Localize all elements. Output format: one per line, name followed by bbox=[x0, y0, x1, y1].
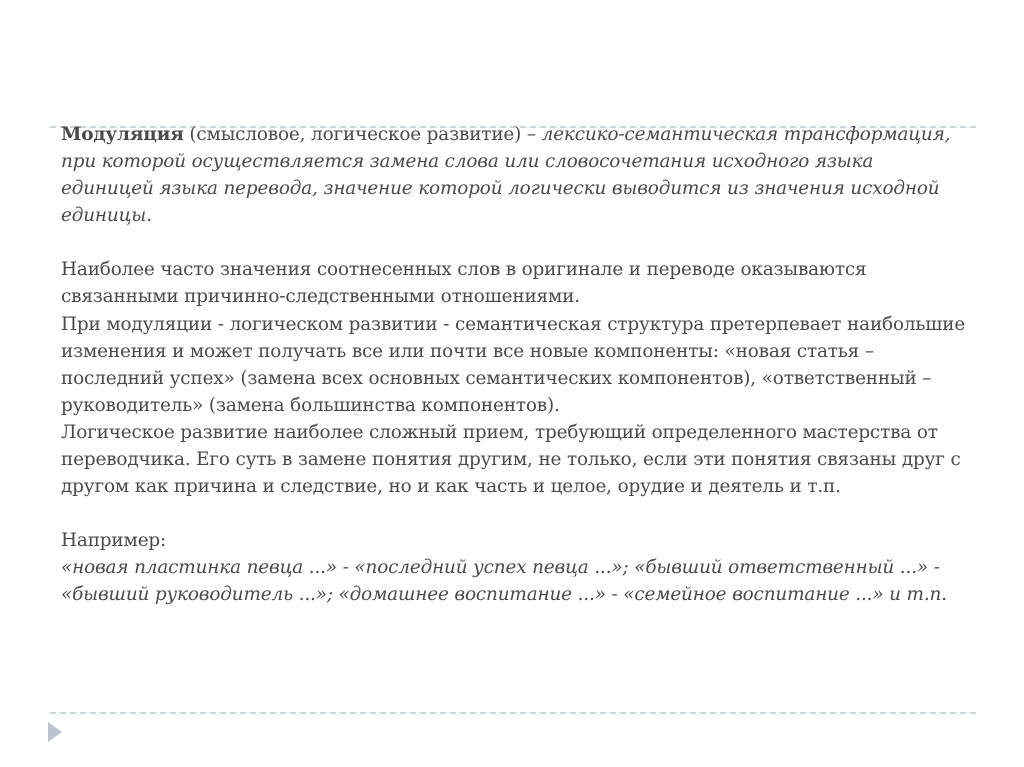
bottom-dashed-divider bbox=[50, 712, 976, 714]
triangle-arrow-icon bbox=[48, 722, 62, 742]
term-definition: лексико-семантическая трансформация, при которой осуществляется замена слова или словосочетания исходного языка единицей языка перевода, значение которой логически выводится из значения исходной единицы bbox=[61, 124, 951, 227]
definition-end: . bbox=[146, 205, 152, 227]
term-heading: Модуляция bbox=[61, 124, 184, 145]
examples-text: «новая пластинка певца ...» - «последний успех певца ...»; «бывший ответственный ...» - «бывший руководитель ...»; «домашнее воспитание ...» - «семейное воспитание ...» и т.п. bbox=[61, 557, 947, 606]
slide-text-body bbox=[61, 121, 971, 609]
examples-label: Например: bbox=[61, 530, 167, 552]
paragraph-causal: Наиболее часто значения соотнесенных слов в оригинале и переводе оказываются связанными причинно-следственными отношениями. bbox=[61, 259, 867, 308]
paragraph-logical-development: Логическое развитие наиболее сложный прием, требующий определенного мастерства от переводчика. Его суть в замене понятия другим, не только, если эти понятия связаны друг с другом как причина и следствие, но и как часть и целое, орудие и деятель и т.п. bbox=[61, 421, 961, 498]
paragraph-gap bbox=[61, 500, 971, 527]
paragraph-gap bbox=[61, 229, 971, 256]
definition-paragraph bbox=[61, 121, 971, 229]
paragraph-structure: При модуляции - логическом развитии - семантическая структура претерпевает наибольшие изменения и может получать все или почти все новые компоненты: «новая статья – последний успех» (замена всех основных семантических компонентов), «ответственный – руководитель» (замена большинства компонентов). bbox=[61, 313, 966, 416]
term-parenthetical: (смысловое, логическое развитие) – bbox=[183, 124, 542, 145]
